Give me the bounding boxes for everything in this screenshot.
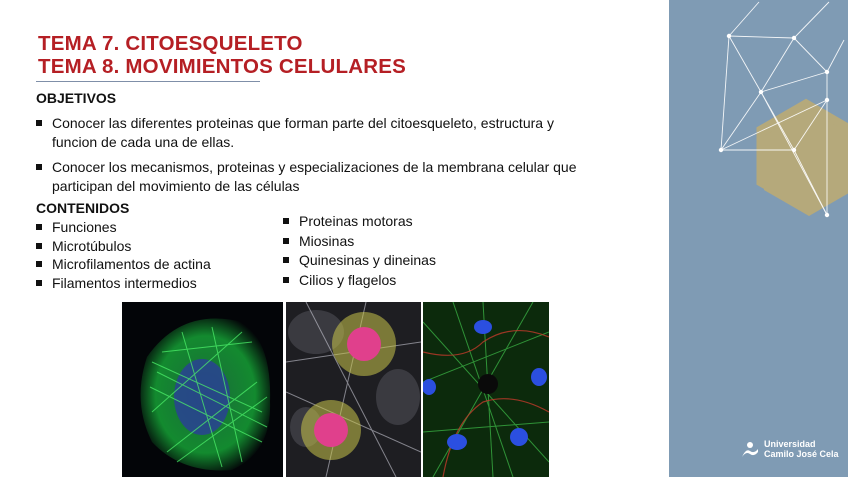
objetivo-item: Conocer las diferentes proteinas que forman parte del citoesqueleto, estructura y funcion de cada una de ellas. — [36, 114, 596, 151]
contenido-item: Miosinas — [283, 232, 523, 252]
contenido-item: Funciones — [36, 218, 276, 237]
contenidos-list-right — [283, 212, 523, 290]
contenido-item: Microtúbulos — [36, 237, 276, 256]
objetivos-list — [36, 114, 596, 202]
fluorescent-cell-actin-image — [122, 302, 283, 477]
university-logo — [740, 439, 839, 459]
title-line-1: TEMA 7. CITOESQUELETO — [38, 32, 303, 55]
slide-title — [38, 32, 406, 78]
title-underline — [36, 81, 260, 82]
contenido-item: Cilios y flagelos — [283, 271, 523, 291]
contenido-item: Microfilamentos de actina — [36, 255, 276, 274]
fluorescent-cells-green-red-image — [423, 302, 549, 477]
ucjc-logo-icon — [740, 439, 760, 459]
title-line-2: TEMA 8. MOVIMIENTOS CELULARES — [38, 55, 406, 78]
logo-line-2: Camilo José Cela — [764, 449, 839, 459]
objetivos-heading: OBJETIVOS — [36, 90, 117, 106]
contenidos-heading: CONTENIDOS — [36, 200, 130, 216]
fluorescent-cell-microtubules-image — [286, 302, 421, 477]
contenido-item: Proteinas motoras — [283, 212, 523, 232]
contenidos-list-left — [36, 218, 276, 292]
objetivo-item: Conocer los mecanismos, proteinas y especializaciones de la membrana celular que participan del movimiento de las células — [36, 158, 596, 195]
geometric-network-graphic — [669, 0, 848, 280]
contenido-item: Filamentos intermedios — [36, 274, 276, 293]
contenido-item: Quinesinas y dineinas — [283, 251, 523, 271]
logo-line-1: Universidad — [764, 439, 816, 449]
